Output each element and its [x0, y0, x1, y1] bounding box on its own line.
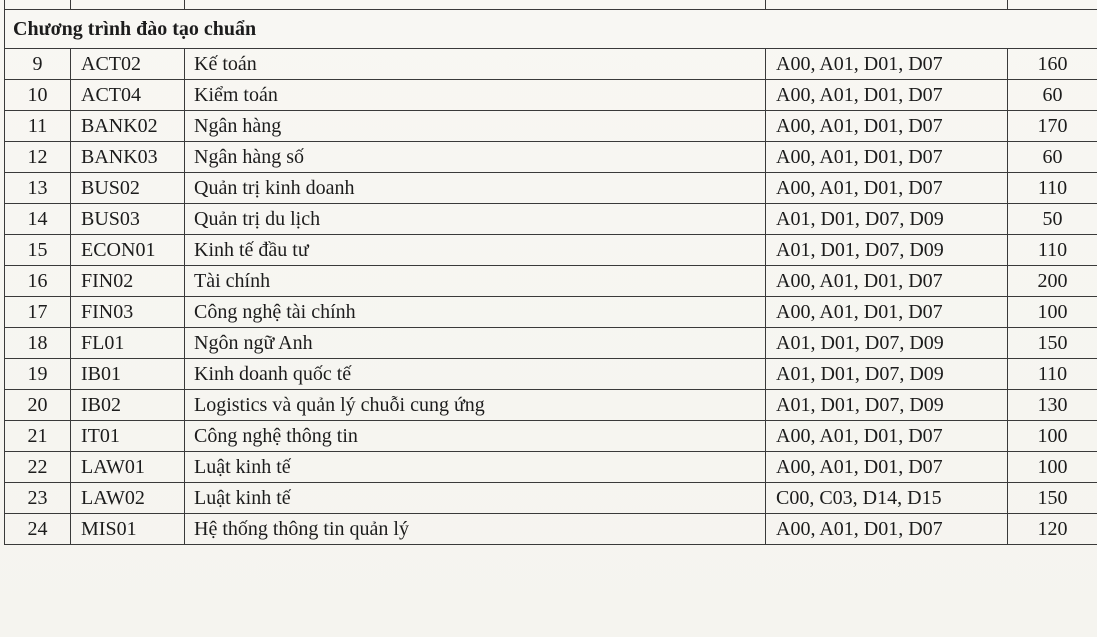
quota-cell: 60 — [1008, 80, 1097, 111]
stub-cell — [5, 0, 71, 10]
row-number-cell: 13 — [5, 173, 71, 204]
row-number-cell: 14 — [5, 204, 71, 235]
subject-combination-cell: A00, A01, D01, D07 — [766, 421, 1008, 452]
program-name-cell: Ngân hàng số — [185, 142, 766, 173]
quota-cell: 120 — [1008, 514, 1097, 545]
program-code-cell: ACT02 — [71, 49, 185, 80]
stub-cell — [1008, 0, 1097, 10]
quota-cell: 160 — [1008, 49, 1097, 80]
program-code-cell: LAW01 — [71, 452, 185, 483]
row-number-cell: 11 — [5, 111, 71, 142]
program-name-cell: Công nghệ thông tin — [185, 421, 766, 452]
row-number-cell: 18 — [5, 328, 71, 359]
table-row — [5, 421, 1097, 452]
table-row — [5, 390, 1097, 421]
subject-combination-cell: A01, D01, D07, D09 — [766, 328, 1008, 359]
program-name-cell: Quản trị du lịch — [185, 204, 766, 235]
quota-cell: 110 — [1008, 235, 1097, 266]
program-code-cell: MIS01 — [71, 514, 185, 545]
program-name-cell: Kinh doanh quốc tế — [185, 359, 766, 390]
subject-combination-cell: A00, A01, D01, D07 — [766, 111, 1008, 142]
program-name-cell: Ngôn ngữ Anh — [185, 328, 766, 359]
table-row — [5, 111, 1097, 142]
program-code-cell: IB02 — [71, 390, 185, 421]
program-name-cell: Công nghệ tài chính — [185, 297, 766, 328]
program-name-cell: Luật kinh tế — [185, 452, 766, 483]
table-row — [5, 452, 1097, 483]
program-name-cell: Kế toán — [185, 49, 766, 80]
subject-combination-cell: A01, D01, D07, D09 — [766, 390, 1008, 421]
row-number-cell: 16 — [5, 266, 71, 297]
program-name-cell: Logistics và quản lý chuỗi cung ứng — [185, 390, 766, 421]
row-number-cell: 22 — [5, 452, 71, 483]
row-number-cell: 19 — [5, 359, 71, 390]
program-name-cell: Tài chính — [185, 266, 766, 297]
program-code-cell: ECON01 — [71, 235, 185, 266]
quota-cell: 200 — [1008, 266, 1097, 297]
quota-cell: 60 — [1008, 142, 1097, 173]
previous-row-stub — [5, 0, 1097, 10]
program-code-cell: BANK03 — [71, 142, 185, 173]
subject-combination-cell: A00, A01, D01, D07 — [766, 266, 1008, 297]
program-code-cell: ACT04 — [71, 80, 185, 111]
subject-combination-cell: A00, A01, D01, D07 — [766, 173, 1008, 204]
table-row — [5, 80, 1097, 111]
stub-cell — [71, 0, 185, 10]
quota-cell: 170 — [1008, 111, 1097, 142]
table-row — [5, 328, 1097, 359]
section-header-row — [5, 10, 1097, 49]
quota-cell: 100 — [1008, 421, 1097, 452]
row-number-cell: 9 — [5, 49, 71, 80]
quota-cell: 100 — [1008, 452, 1097, 483]
subject-combination-cell: A01, D01, D07, D09 — [766, 235, 1008, 266]
program-code-cell: BANK02 — [71, 111, 185, 142]
program-code-cell: IB01 — [71, 359, 185, 390]
subject-combination-cell: A00, A01, D01, D07 — [766, 80, 1008, 111]
program-name-cell: Luật kinh tế — [185, 483, 766, 514]
program-code-cell: IT01 — [71, 421, 185, 452]
quota-cell: 130 — [1008, 390, 1097, 421]
table-row — [5, 142, 1097, 173]
row-number-cell: 23 — [5, 483, 71, 514]
row-number-cell: 20 — [5, 390, 71, 421]
program-name-cell: Hệ thống thông tin quản lý — [185, 514, 766, 545]
subject-combination-cell: A00, A01, D01, D07 — [766, 142, 1008, 173]
row-number-cell: 12 — [5, 142, 71, 173]
program-name-cell: Quản trị kinh doanh — [185, 173, 766, 204]
program-name-cell: Kiểm toán — [185, 80, 766, 111]
quota-cell: 150 — [1008, 328, 1097, 359]
table-row — [5, 235, 1097, 266]
subject-combination-cell: A00, A01, D01, D07 — [766, 49, 1008, 80]
row-number-cell: 24 — [5, 514, 71, 545]
row-number-cell: 15 — [5, 235, 71, 266]
row-number-cell: 10 — [5, 80, 71, 111]
program-table-body — [5, 0, 1097, 545]
row-number-cell: 21 — [5, 421, 71, 452]
subject-combination-cell: A00, A01, D01, D07 — [766, 452, 1008, 483]
program-code-cell: BUS02 — [71, 173, 185, 204]
program-code-cell: BUS03 — [71, 204, 185, 235]
table-row — [5, 483, 1097, 514]
program-code-cell: FIN03 — [71, 297, 185, 328]
program-code-cell: FL01 — [71, 328, 185, 359]
quota-cell: 110 — [1008, 173, 1097, 204]
quota-cell: 100 — [1008, 297, 1097, 328]
table-row — [5, 359, 1097, 390]
quota-cell: 50 — [1008, 204, 1097, 235]
quota-cell: 110 — [1008, 359, 1097, 390]
table-row — [5, 204, 1097, 235]
quota-cell: 150 — [1008, 483, 1097, 514]
subject-combination-cell: A00, A01, D01, D07 — [766, 297, 1008, 328]
table-row — [5, 514, 1097, 545]
stub-cell — [185, 0, 766, 10]
program-table — [4, 0, 1097, 545]
stub-cell — [766, 0, 1008, 10]
subject-combination-cell: A01, D01, D07, D09 — [766, 359, 1008, 390]
subject-combination-cell: A00, A01, D01, D07 — [766, 514, 1008, 545]
table-row — [5, 266, 1097, 297]
table-row — [5, 173, 1097, 204]
subject-combination-cell: A01, D01, D07, D09 — [766, 204, 1008, 235]
program-name-cell: Ngân hàng — [185, 111, 766, 142]
table-row — [5, 49, 1097, 80]
subject-combination-cell: C00, C03, D14, D15 — [766, 483, 1008, 514]
program-code-cell: FIN02 — [71, 266, 185, 297]
program-code-cell: LAW02 — [71, 483, 185, 514]
program-name-cell: Kinh tế đầu tư — [185, 235, 766, 266]
table-row — [5, 297, 1097, 328]
section-title: Chương trình đào tạo chuẩn — [5, 10, 1097, 49]
row-number-cell: 17 — [5, 297, 71, 328]
